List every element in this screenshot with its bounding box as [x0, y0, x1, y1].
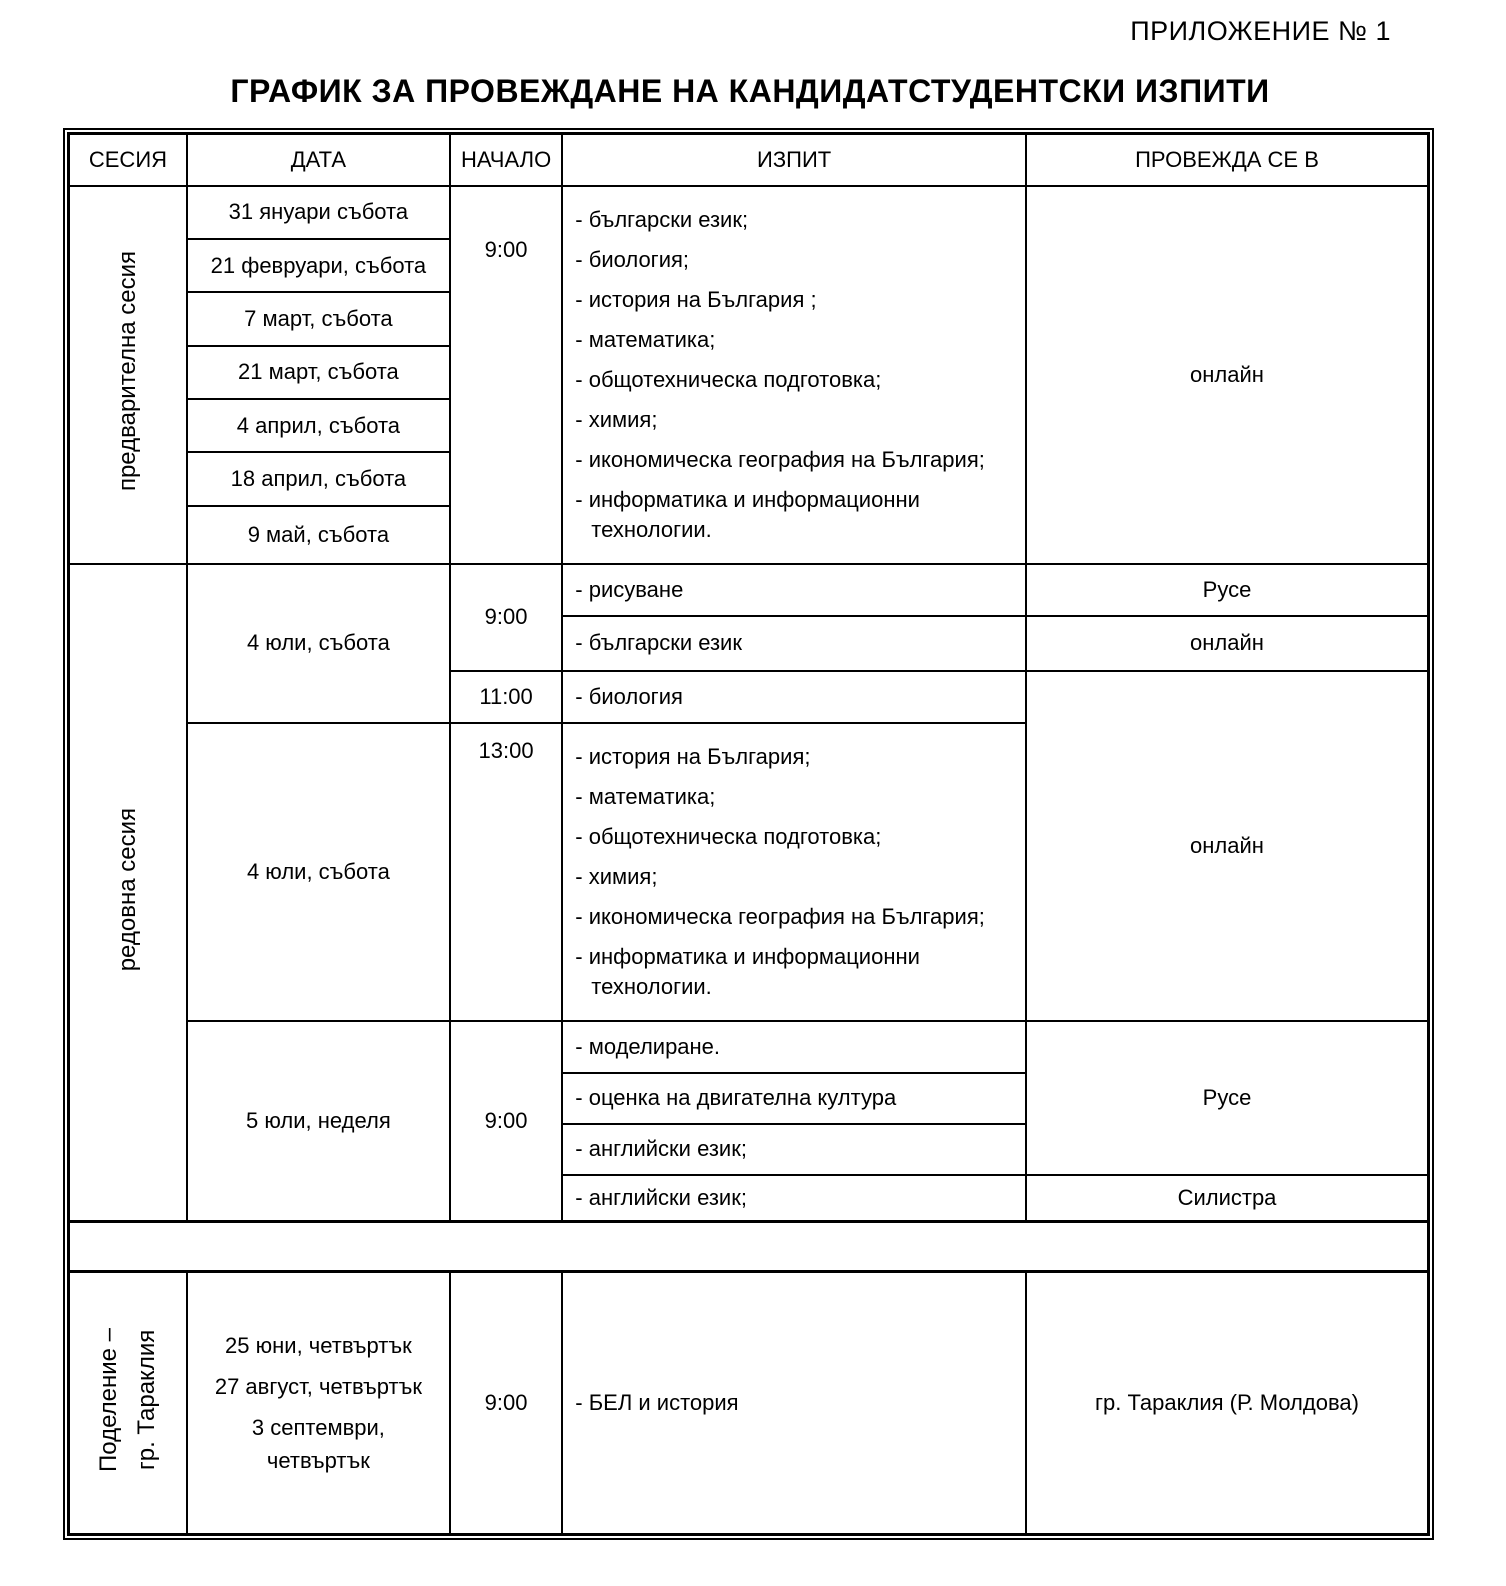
document-page: [63, 0, 1437, 1540]
session-label-regular: редовна сесия: [113, 807, 141, 971]
exam-cell: - БЕЛ и история: [562, 1272, 1026, 1535]
session-label-taraklia: [90, 1328, 166, 1472]
table-row: [69, 1272, 1429, 1535]
table-row: [69, 1021, 1429, 1073]
venue-cell: онлайн: [1026, 616, 1429, 671]
col-header-date: ДАТА: [187, 134, 450, 186]
date-cell: 4 април, събота: [187, 399, 450, 452]
exam-list-cell: [562, 186, 1026, 564]
venue-cell: онлайн: [1026, 186, 1429, 564]
table-header-row: [69, 134, 1429, 186]
schedule-table-outer-border: [63, 128, 1434, 1540]
date-cell: 4 юли, събота: [187, 723, 450, 1021]
exam-cell: - български език: [562, 616, 1026, 671]
exam-item: - математика;: [575, 783, 716, 809]
date-cell: [187, 1272, 450, 1535]
date-cell: 21 март, събота: [187, 346, 450, 399]
col-header-session: СЕСИЯ: [69, 134, 187, 186]
start-time-cell: 13:00: [450, 723, 562, 1021]
exam-schedule-table: [67, 132, 1430, 1536]
session-cell-regular: [69, 564, 187, 1222]
session-label-line: гр. Тараклия: [132, 1329, 160, 1471]
exam-cell: - английски език;: [562, 1175, 1026, 1222]
spacer-cell: [69, 1222, 1429, 1272]
exam-item: - общотехническа подготовка;: [575, 366, 882, 392]
date-line: 27 август, четвъртък: [214, 1374, 422, 1399]
exam-cell: - оценка на двигателна култура: [562, 1073, 1026, 1124]
start-time-cell: 11:00: [450, 671, 562, 723]
exam-item: - информатика и информационни технологии.: [575, 486, 920, 542]
date-line: 25 юни, четвъртък: [225, 1333, 412, 1358]
exam-item: - история на България;: [575, 743, 811, 769]
date-cell: 18 април, събота: [187, 452, 450, 505]
venue-cell: Силистра: [1026, 1175, 1429, 1222]
exam-item: - история на България ;: [575, 286, 817, 312]
exam-item: - общотехническа подготовка;: [575, 823, 882, 849]
venue-cell: гр. Тараклия (Р. Молдова): [1026, 1272, 1429, 1535]
session-label-preliminary: предварителна сесия: [113, 251, 141, 492]
date-line: четвъртък: [266, 1448, 370, 1473]
session-cell-taraklia: [69, 1272, 187, 1535]
start-time-cell: 9:00: [450, 186, 562, 564]
col-header-start: НАЧАЛО: [450, 134, 562, 186]
exam-item: - математика;: [575, 326, 716, 352]
table-row: [69, 186, 1429, 239]
exam-cell: - английски език;: [562, 1124, 1026, 1175]
exam-item: - икономическа география на България;: [575, 903, 985, 929]
session-label-line: Поделение –: [94, 1328, 122, 1472]
start-time-cell: 9:00: [450, 1021, 562, 1222]
col-header-venue: ПРОВЕЖДА СЕ В: [1026, 134, 1429, 186]
exam-cell: - биология: [562, 671, 1026, 723]
exam-item: - български език;: [575, 206, 749, 232]
date-cell: 31 януари събота: [187, 186, 450, 239]
date-cell: 7 март, събота: [187, 292, 450, 345]
col-header-exam: ИЗПИТ: [562, 134, 1026, 186]
start-time-cell: 9:00: [450, 1272, 562, 1535]
exam-item: - биология;: [575, 246, 690, 272]
exam-item: - икономическа география на България;: [575, 446, 985, 472]
table-row: [69, 564, 1429, 616]
exam-item: - информатика и информационни технологии.: [575, 943, 920, 999]
appendix-label: ПРИЛОЖЕНИЕ № 1: [1130, 16, 1391, 46]
page-title: ГРАФИК ЗА ПРОВЕЖДАНЕ НА КАНДИДАТСТУДЕНТСКИ ИЗПИТИ: [230, 73, 1270, 109]
date-cell: 9 май, събота: [187, 506, 450, 564]
venue-cell: онлайн: [1026, 671, 1429, 1021]
date-cell: 4 юли, събота: [187, 564, 450, 723]
start-time-cell: 9:00: [450, 564, 562, 671]
exam-cell: - моделиране.: [562, 1021, 1026, 1073]
venue-cell: Русе: [1026, 1021, 1429, 1175]
exam-item: - химия;: [575, 406, 658, 432]
spacer-row: [69, 1222, 1429, 1272]
date-line: 3 септември,: [251, 1415, 385, 1440]
session-cell-preliminary: [69, 186, 187, 564]
exam-list-cell: [562, 723, 1026, 1021]
exam-item: - химия;: [575, 863, 658, 889]
venue-cell: Русе: [1026, 564, 1429, 616]
date-cell: 5 юли, неделя: [187, 1021, 450, 1222]
exam-cell: - рисуване: [562, 564, 1026, 616]
date-cell: 21 февруари, събота: [187, 239, 450, 292]
